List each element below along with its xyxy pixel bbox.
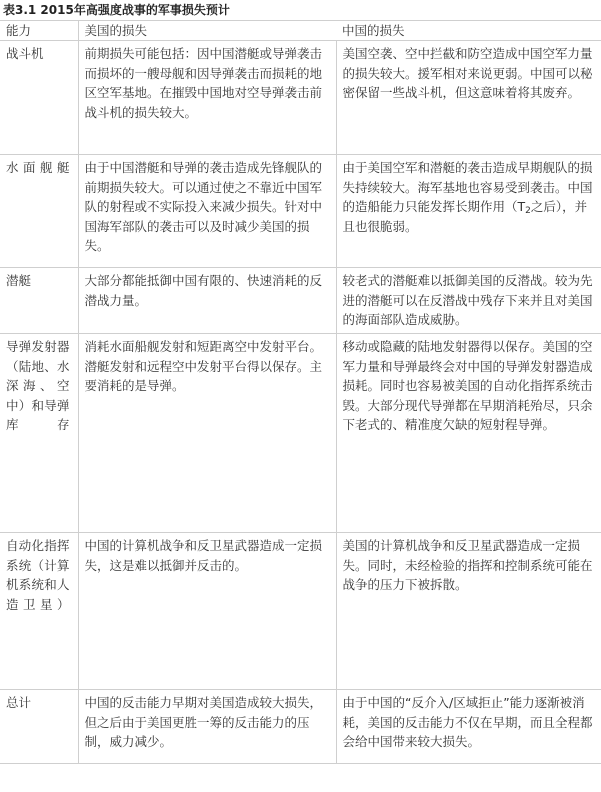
table-row	[0, 268, 601, 334]
us-loss-cell: 消耗水面船舰发射和短距离空中发射平台。潜艇发射和远程空中发射平台得以保存。主要消耗的是导弹。	[78, 334, 336, 533]
us-loss-cell: 前期损失可能包括：因中国潜艇或导弹袭击而损坏的一艘母舰和因导弹袭击而损耗的地区空军基地。在摧毁中国地对空导弹袭击前战斗机的损失较大。	[78, 41, 336, 155]
table-header-row	[0, 21, 601, 41]
table-caption: 表3.1 2015年高强度战事的军事损失预计	[0, 0, 601, 21]
capability-cell: 导弹发射器（陆地、水深海、空中）和导弹库存	[0, 334, 78, 533]
capability-cell: 水面舰艇	[0, 155, 78, 268]
header-cn-loss: 中国的损失	[336, 21, 601, 41]
cn-loss-text: 由于美国空军和潜艇的袭击造成早期舰队的损失持续较大。海军基地也容易受到袭击。中国的造船能力只能发挥长期作用（T	[342, 160, 593, 214]
us-loss-cell: 由于中国潜艇和导弹的袭击造成先锋舰队的前期损失较大。可以通过使之不靠近中国军队的射程或不实际投入来减少损失。针对中国海军部队的袭击可以及时减少美国的损失。	[78, 155, 336, 268]
table-row	[0, 334, 601, 533]
capability-cell: 潜艇	[0, 268, 78, 334]
cn-loss-cell: 美国空袭、空中拦截和防空造成中国空军力量的损失较大。援军相对来说更弱。中国可以秘密保留一些战斗机，但这意味着将其废弃。	[336, 41, 601, 155]
capability-cell: 总计	[0, 690, 78, 764]
table-row	[0, 155, 601, 268]
loss-estimate-table	[0, 21, 601, 764]
us-loss-cell: 大部分都能抵御中国有限的、快速消耗的反潜战力量。	[78, 268, 336, 334]
header-us-loss: 美国的损失	[78, 21, 336, 41]
us-loss-cell: 中国的反击能力早期对美国造成较大损失，但之后由于美国更胜一筹的反击能力的压制，威力减少。	[78, 690, 336, 764]
cn-loss-cell	[336, 155, 601, 268]
table-row	[0, 533, 601, 690]
cn-loss-text-end: 之后），并且也很脆弱。	[342, 199, 588, 234]
table-row	[0, 690, 601, 764]
header-capability: 能力	[0, 21, 78, 41]
cn-loss-cell: 美国的计算机战争和反卫星武器造成一定损失。同时，未经检验的指挥和控制系统可能在战争的压力下被拆散。	[336, 533, 601, 690]
cn-loss-cell: 由于中国的“反介入/区域拒止”能力逐渐被消耗，美国的反击能力不仅在早期，而且全程都会给中国带来较大损失。	[336, 690, 601, 764]
cn-loss-cell: 较老式的潜艇难以抵御美国的反潜战。较为先进的潜艇可以在反潜战中残存下来并且对美国的海面部队造成威胁。	[336, 268, 601, 334]
us-loss-cell: 中国的计算机战争和反卫星武器造成一定损失，这是难以抵御并反击的。	[78, 533, 336, 690]
capability-cell: 自动化指挥系统（计算机系统和人造卫星）	[0, 533, 78, 690]
capability-cell: 战斗机	[0, 41, 78, 155]
table-row	[0, 41, 601, 155]
cn-loss-cell: 移动或隐藏的陆地发射器得以保存。美国的空军力量和导弹最终会对中国的导弹发射器造成损耗。同时也容易被美国的自动化指挥系统击毁。大部分现代导弹都在早期消耗殆尽，只余下老式的、精准度欠缺的短射程导弹。	[336, 334, 601, 533]
t2-subscript: 2	[525, 206, 531, 216]
